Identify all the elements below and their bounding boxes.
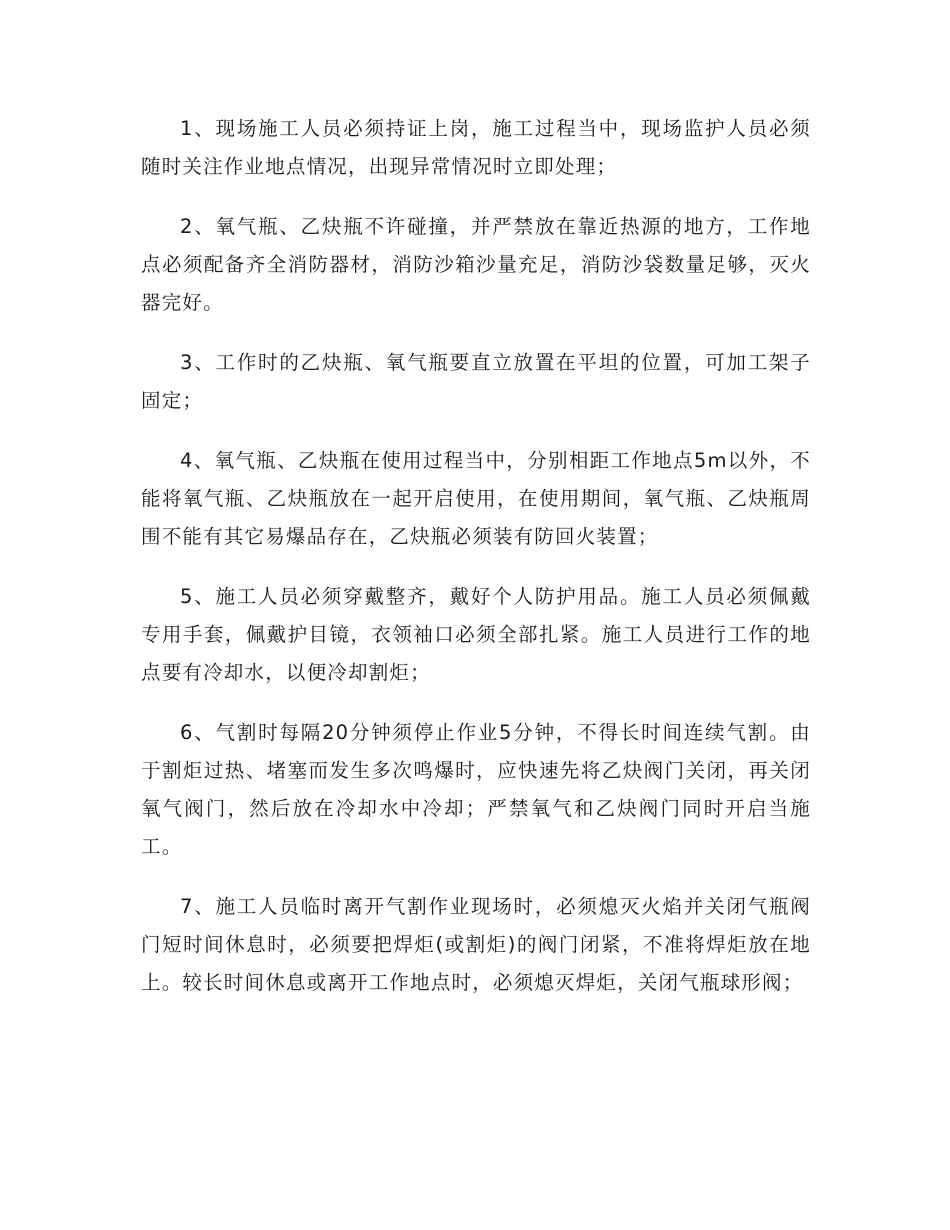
paragraph-5: 5、施工人员必须穿戴整齐，戴好个人防护用品。施工人员必须佩戴专用手套，佩戴护目镜，衣领袖口必须全部扎紧。施工人员进行工作的地点要有冷却水，以便冷却割炬； [141,585,811,684]
document-body [141,110,811,1024]
paragraph-4: 4、氧气瓶、乙炔瓶在使用过程当中，分别相距工作地点5m以外，不能将氧气瓶、乙炔瓶放在一起开启使用，在使用期间，氧气瓶、乙炔瓶周围不能有其它易爆品存在，乙炔瓶必须装有防回火装置； [141,449,811,548]
paragraph-2: 2、氧气瓶、乙炔瓶不许碰撞，并严禁放在靠近热源的地方，工作地点必须配备齐全消防器材，消防沙箱沙量充足，消防沙袋数量足够，灭火器完好。 [141,215,811,314]
paragraph-3: 3、工作时的乙炔瓶、氧气瓶要直立放置在平坦的位置，可加工架子固定； [141,351,811,412]
paragraph-6: 6、气割时每隔20分钟须停止作业5分钟，不得长时间连续气割。由于割炬过热、堵塞而发生多次鸣爆时，应快速先将乙炔阀门关闭，再关闭氧气阀门，然后放在冷却水中冷却；严禁氧气和乙炔阀门同时开启当施工。 [141,721,811,858]
paragraph-1: 1、现场施工人员必须持证上岗，施工过程当中，现场监护人员必须随时关注作业地点情况，出现异常情况时立即处理； [141,117,811,178]
paragraph-7: 7、施工人员临时离开气割作业现场时，必须熄灭火焰并关闭气瓶阀门短时间休息时，必须要把焊炬(或割炬)的阀门闭紧，不准将焊炬放在地上。较长时间休息或离开工作地点时，必须熄灭焊炬，关闭气瓶球形阀； [141,895,811,994]
